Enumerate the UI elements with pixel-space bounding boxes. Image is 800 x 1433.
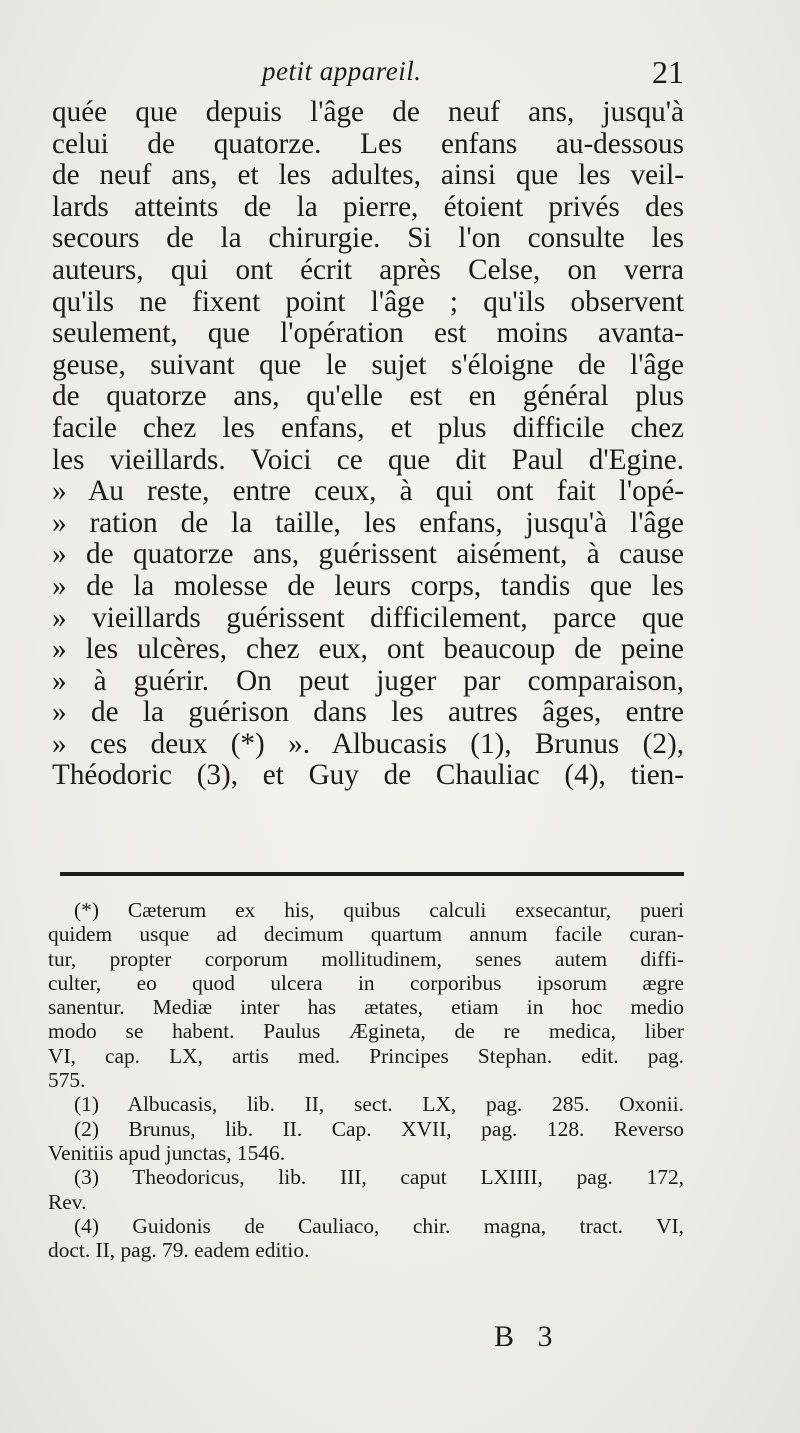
footnote-divider (60, 872, 684, 876)
body-line: geuse, suivant que le sujet s'éloigne de l'âge (52, 349, 684, 381)
footnote-line: 575. (48, 1068, 86, 1093)
body-line: qu'ils ne fixent point l'âge ; qu'ils observent (52, 286, 684, 318)
footnote-line: Venitiis apud junctas, 1546. (48, 1140, 286, 1165)
body-line: de quatorze ans, qu'elle est en général plus (52, 381, 684, 413)
footnote-line: (1) Albucasis, lib. II, sect. LX, pag. 285. Oxonii. (74, 1092, 684, 1117)
quote-line: » les ulcères, chez eux, ont beaucoup de peine (52, 634, 684, 666)
body-text (52, 97, 684, 792)
footnote-line: tur, propter corporum mollitudinem, senes autem diffi- (48, 946, 684, 971)
body-line: seulement, que l'opération est moins avanta- (52, 318, 684, 350)
footnote-line: culter, eo quod ulcera in corporibus ipsorum ægre (48, 970, 684, 995)
footnotes (48, 898, 684, 1262)
quote-line: » vieillards guérissent difficilement, parce que (52, 602, 684, 634)
running-title: petit appareil. (262, 56, 422, 86)
body-line: quée que depuis l'âge de neuf ans, jusqu'à (52, 97, 684, 128)
body-line: facile chez les enfans, et plus difficile chez (52, 412, 684, 444)
signature-mark: B 3 (494, 1320, 561, 1353)
quote-line: » de quatorze ans, guérissent aisément, à cause (52, 539, 684, 571)
body-line: celui de quatorze. Les enfans au-dessous (52, 128, 684, 160)
footnote-line: (2) Brunus, lib. II. Cap. XVII, pag. 128. Reverso (74, 1116, 684, 1141)
quote-line: » de la guérison dans les autres âges, entre (52, 697, 684, 729)
quote-line: » ces deux (*) ». Albucasis (1), Brunus (2), (52, 728, 684, 760)
footnote-line: quidem usque ad decimum quartum annum facile curan- (48, 922, 684, 947)
quote-line: » à guérir. On peut juger par comparaison, (52, 665, 684, 697)
quote-line: » Au reste, entre ceux, à qui ont fait l'opé- (52, 476, 684, 508)
footnote-line: (*) Cæterum ex his, quibus calculi exsecantur, pueri (74, 898, 684, 922)
page-number: 21 (652, 54, 684, 90)
footnote-line: modo se habent. Paulus Ægineta, de re medica, liber (48, 1019, 684, 1044)
quote-line: » ration de la taille, les enfans, jusqu'à l'âge (52, 507, 684, 539)
footnote-line: (4) Guidonis de Cauliaco, chir. magna, tract. VI, (74, 1213, 684, 1238)
footnote-line: (3) Theodoricus, lib. III, caput LXIIII, pag. 172, (74, 1165, 684, 1190)
body-line: les vieillards. Voici ce que dit Paul d'Egine. (52, 444, 684, 476)
footnote-line: Rev. (48, 1189, 87, 1214)
body-line: Théodoric (3), et Guy de Chauliac (4), tien- (52, 760, 684, 792)
body-line: auteurs, qui ont écrit après Celse, on verra (52, 254, 684, 286)
body-line: de neuf ans, et les adultes, ainsi que les veil- (52, 160, 684, 192)
footnote-line: VI, cap. LX, artis med. Principes Stephan. edit. pag. (48, 1043, 684, 1068)
footnote-line: doct. II, pag. 79. eadem editio. (48, 1238, 310, 1263)
body-line: lards atteints de la pierre, étoient privés des (52, 191, 684, 223)
body-line: secours de la chirurgie. Si l'on consulte les (52, 223, 684, 255)
footnote-line: sanentur. Mediæ inter has ætates, etiam in hoc medio (48, 995, 684, 1020)
page-header (58, 56, 684, 96)
quote-line: » de la molesse de leurs corps, tandis que les (52, 570, 684, 602)
